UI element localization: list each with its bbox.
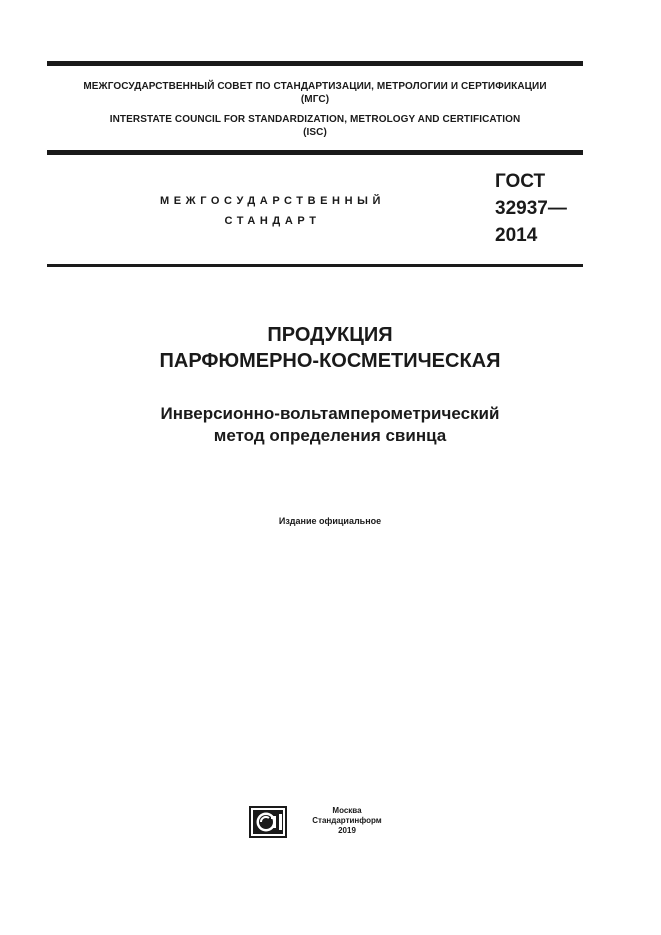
gost-year: 2014 [495, 225, 538, 246]
title-line2: ПАРФЮМЕРНО-КОСМЕТИЧЕСКАЯ [159, 350, 501, 372]
document-subtitle [47, 403, 613, 447]
publisher-name: Стандартинформ [312, 816, 382, 825]
gost-label: ГОСТ [495, 171, 546, 192]
bottom-rule [47, 264, 583, 267]
subtitle-line1: Инверсионно-вольтамперометрический [160, 404, 500, 423]
council-abbr-ru: (МГС) [300, 94, 330, 105]
document-title [47, 322, 613, 374]
council-name-en-text: INTERSTATE COUNCIL FOR STANDARDIZATION, METROLOGY AND CERTIFICATION [109, 114, 521, 125]
standard-type-line1: МЕЖГОСУДАРСТВЕННЫЙ [159, 195, 386, 207]
gost-designation [495, 168, 567, 249]
council-abbr-en: (ISC) [303, 127, 327, 138]
publisher-year: 2019 [338, 826, 356, 835]
publisher-city: Москва [332, 806, 362, 815]
subtitle-line2: метод определения свинца [213, 426, 447, 445]
middle-rule [47, 150, 583, 155]
standartinform-logo-icon [249, 806, 287, 838]
gost-number: 32937— [495, 198, 567, 219]
top-rule [47, 61, 583, 66]
standard-type-line2: СТАНДАРТ [224, 215, 321, 227]
council-name-en [47, 113, 583, 139]
publisher-info [299, 806, 395, 836]
title-line1: ПРОДУКЦИЯ [267, 324, 393, 346]
council-name-ru-text: МЕЖГОСУДАРСТВЕННЫЙ СОВЕТ ПО СТАНДАРТИЗАЦИИ, МЕТРОЛОГИИ И СЕРТИФИКАЦИИ [83, 81, 547, 92]
edition-note: Издание официальное [278, 516, 382, 526]
council-name-ru [47, 80, 583, 106]
